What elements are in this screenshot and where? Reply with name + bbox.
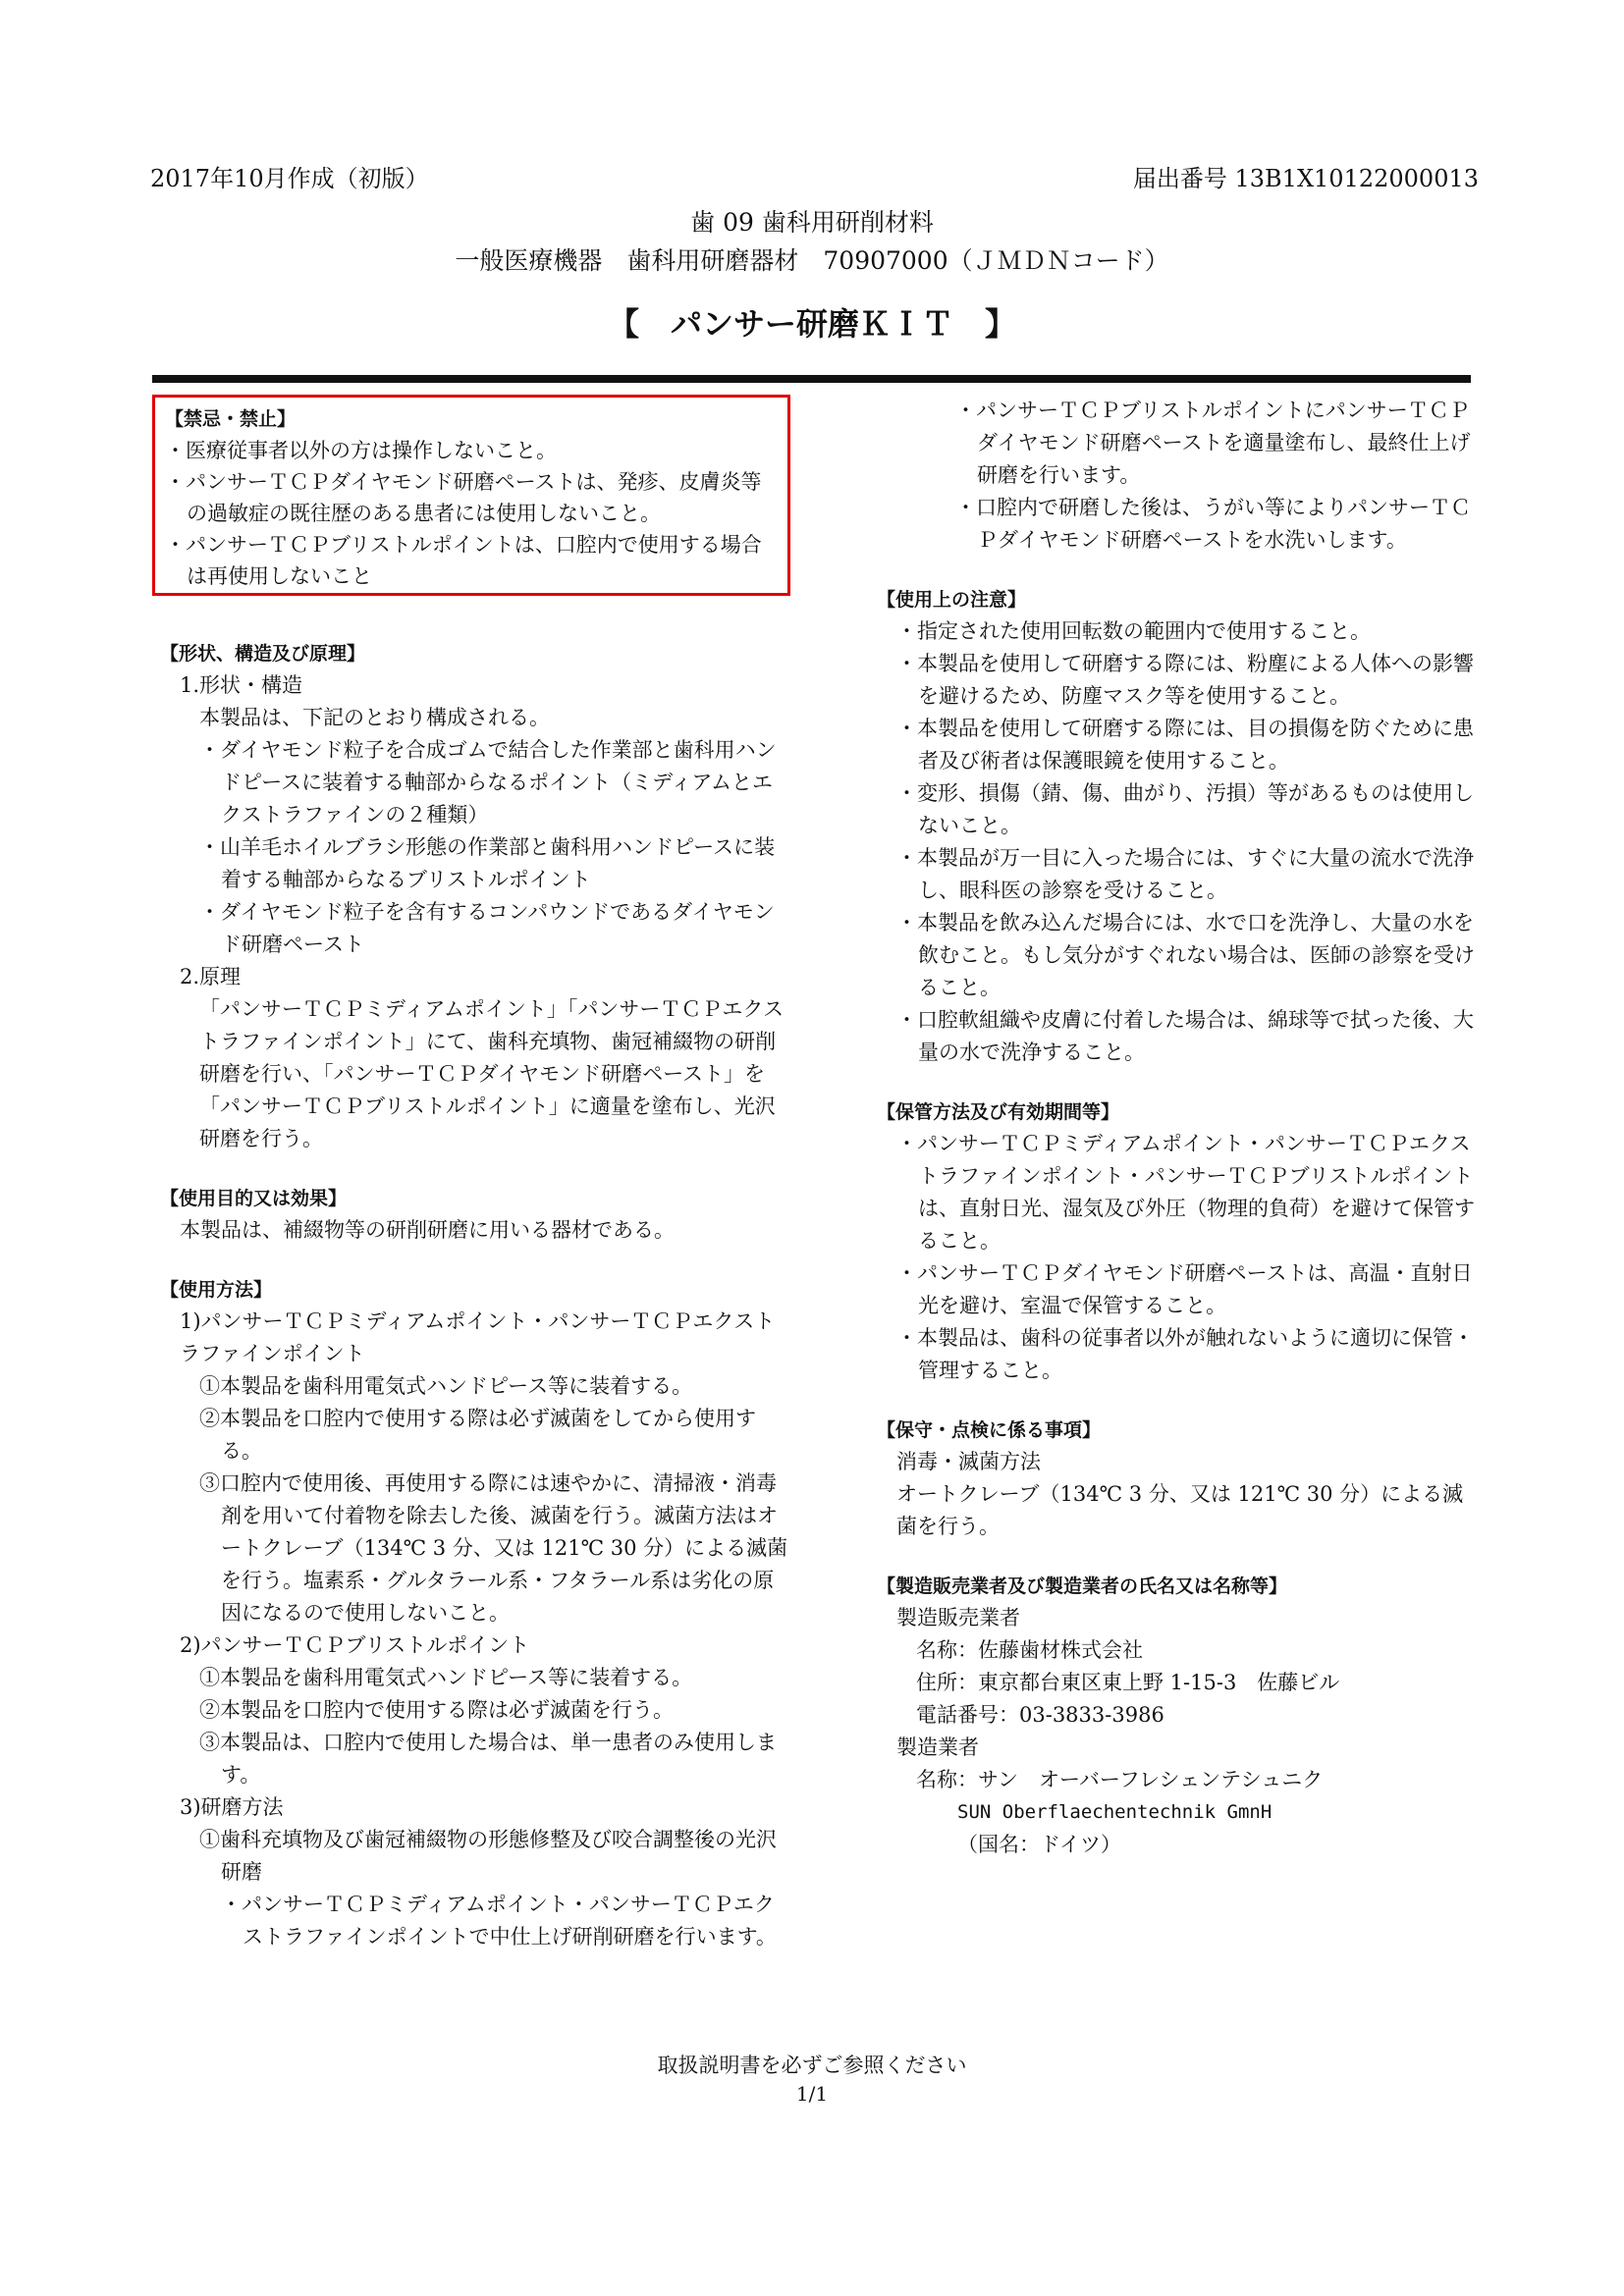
shape-item: ・ダイヤモンド粒子を合成ゴムで結合した作業部と歯科用ハンドピースに装着する軸部からなるポイント（ミディアムとエクストラファインの２種類） — [199, 738, 777, 827]
manufacturer-heading: 【製造販売業者及び製造業者の氏名又は名称等】 — [877, 1575, 1288, 1597]
usage-step: ②本製品を口腔内で使用する際は必ず滅菌を行う。 — [199, 1698, 674, 1722]
polish-step: ・パンサーＴＣＰブリストルポイントにパンサーＴＣＰダイヤモンド研磨ペーストを適量塗布し、最終仕上げ研磨を行います。 — [955, 399, 1471, 487]
device-category: 歯 09 歯科用研削材料 — [690, 208, 934, 237]
header-divider — [152, 375, 1471, 383]
precaution-item: ・本製品を使用して研磨する際には、粉塵による人体への影響を避けるため、防塵マスク等を使用すること。 — [896, 652, 1474, 708]
device-classification: 一般医療機器 歯科用研磨器材 70907000（ＪＭＤＮコード） — [455, 246, 1169, 275]
usage-step: ①本製品を歯科用電気式ハンドピース等に装着する。 — [199, 1374, 693, 1398]
maintenance-sub: 消毒・滅菌方法 — [896, 1450, 1041, 1473]
distributor-address: 住所：東京都台東区東上野 1-15-3 佐藤ビル — [916, 1671, 1340, 1694]
shape-sub1: 1.形状・構造 — [180, 673, 303, 697]
contraindication-item: ・パンサーＴＣＰブリストルポイントは、口腔内で使用する場合は再使用しないこと — [165, 533, 762, 588]
precaution-item: ・本製品が万一目に入った場合には、すぐに大量の流水で洗浄し、眼科医の診察を受けること。 — [896, 846, 1474, 902]
distributor-label: 製造販売業者 — [896, 1606, 1020, 1629]
storage-item: ・本製品は、歯科の従事者以外が触れないように適切に保管・管理すること。 — [896, 1326, 1474, 1382]
precaution-item: ・指定された使用回転数の範囲内で使用すること。 — [896, 619, 1371, 643]
storage-item: ・パンサーＴＣＰミディアムポイント・パンサーＴＣＰエクストラファインポイント・パンサーＴＣＰブリストルポイントは、直射日光、湿気及び外圧（物理的負荷）を避けて保管すること。 — [896, 1132, 1475, 1253]
precautions-heading: 【使用上の注意】 — [877, 589, 1027, 611]
usage-s2-title: 2)パンサーＴＣＰブリストルポイント — [180, 1633, 530, 1657]
usage-step: ③口腔内で使用後、再使用する際には速やかに、清掃液・消毒剤を用いて付着物を除去した後、滅菌を行う。滅菌方法はオートクレーブ（134℃ 3 分、又は 121℃ 30 分）による滅菌を行う。塩素系・グルタラール系・フタラール系は劣化の原因になるので使用しないこと。 — [199, 1471, 788, 1625]
shape-sub2: 2.原理 — [180, 965, 242, 988]
page-number: 1/1 — [795, 2082, 829, 2106]
precaution-item: ・変形、損傷（錆、傷、曲がり、汚損）等があるものは使用しないこと。 — [896, 781, 1474, 837]
storage-heading: 【保管方法及び有効期間等】 — [877, 1101, 1120, 1123]
footer-note: 取扱説明書を必ずご参照ください — [657, 2054, 967, 2077]
usage-step: ①歯科充填物及び歯冠補綴物の形態修整及び咬合調整後の光沢研磨 — [199, 1828, 777, 1884]
shape-item: ・ダイヤモンド粒子を含有するコンパウンドであるダイヤモンド研磨ペースト — [199, 900, 775, 956]
purpose-text: 本製品は、補綴物等の研削研磨に用いる器材である。 — [180, 1218, 675, 1242]
usage-step: ②本製品を口腔内で使用する際は必ず滅菌をしてから使用する。 — [199, 1407, 756, 1463]
purpose-heading: 【使用目的又は効果】 — [160, 1188, 348, 1209]
usage-step: ③本製品は、口腔内で使用した場合は、単一患者のみ使用します。 — [199, 1731, 777, 1787]
precaution-item: ・本製品を飲み込んだ場合には、水で口を洗浄し、大量の水を飲むこと。もし気分がすぐれない場合は、医師の診察を受けること。 — [896, 911, 1475, 999]
precaution-item: ・本製品を使用して研磨する際には、目の損傷を防ぐために患者及び術者は保護眼鏡を使用すること。 — [896, 717, 1474, 773]
usage-heading: 【使用方法】 — [160, 1279, 273, 1301]
usage-s1-title: 1)パンサーＴＣＰミディアムポイント・パンサーＴＣＰエクストラファインポイント — [180, 1309, 776, 1365]
creation-date: 2017年10月作成（初版） — [150, 165, 429, 192]
precaution-item: ・口腔軟組織や皮膚に付着した場合は、綿球等で拭った後、大量の水で洗浄すること。 — [896, 1008, 1474, 1064]
usage-step: ①本製品を歯科用電気式ハンドピース等に装着する。 — [199, 1666, 693, 1689]
polish-step: ・口腔内で研磨した後は、うがい等によりパンサーＴＣＰダイヤモンド研磨ペーストを水洗いします。 — [955, 496, 1471, 552]
principle-text: 「パンサーＴＣＰミディアムポイント」「パンサーＴＣＰエクストラファインポイント」にて、歯科充填物、歯冠補綴物の研削研磨を行い、「パンサーＴＣＰダイヤモンド研磨ペースト」を「パンサーＴＣＰブリストルポイント」に適量を塗布し、光沢研磨を行う。 — [199, 997, 785, 1150]
maker-name-en: SUN Oberflaechentechnik GmnH — [957, 1801, 1272, 1823]
maintenance-text: オートクレーブ（134℃ 3 分、又は 121℃ 30 分）による滅菌を行う。 — [896, 1482, 1464, 1538]
contraindications-heading: 【禁忌・禁止】 — [165, 408, 297, 430]
maker-country: （国名：ドイツ） — [957, 1833, 1121, 1856]
shape-item: ・山羊毛ホイルブラシ形態の作業部と歯科用ハンドピースに装着する軸部からなるブリストルポイント — [199, 835, 776, 891]
storage-item: ・パンサーＴＣＰダイヤモンド研磨ペーストは、高温・直射日光を避け、室温で保管すること。 — [896, 1261, 1473, 1317]
left-column — [160, 638, 788, 1953]
contraindication-item: ・パンサーＴＣＰダイヤモンド研磨ペーストは、発疹、皮膚炎等の過敏症の既往歴のある患者には使用しないこと。 — [165, 470, 762, 525]
shape-heading: 【形状、構造及び原理】 — [160, 643, 366, 665]
contraindication-item: ・医療従事者以外の方は操作しないこと。 — [165, 439, 557, 462]
polish-step: ・パンサーＴＣＰミディアムポイント・パンサーＴＣＰエクストラファインポイントで中仕上げ研削研磨を行います。 — [221, 1893, 777, 1949]
shape-intro: 本製品は、下記のとおり構成される。 — [199, 706, 550, 729]
right-column — [877, 395, 1478, 1861]
distributor-name: 名称：佐藤歯材株式会社 — [916, 1638, 1143, 1662]
product-title: 【 パンサー研磨ＫＩＴ 】 — [607, 305, 1016, 343]
usage-s3-title: 3)研磨方法 — [180, 1795, 284, 1819]
maker-label: 製造業者 — [896, 1735, 979, 1759]
maker-name: 名称：サン オーバーフレシェンテシュニク — [916, 1768, 1324, 1791]
distributor-phone: 電話番号：03-3833-3986 — [916, 1703, 1164, 1727]
contraindications-box — [152, 395, 790, 596]
notification-number: 届出番号 13B1X10122000013 — [1132, 165, 1479, 192]
maintenance-heading: 【保守・点検に係る事項】 — [877, 1419, 1102, 1441]
